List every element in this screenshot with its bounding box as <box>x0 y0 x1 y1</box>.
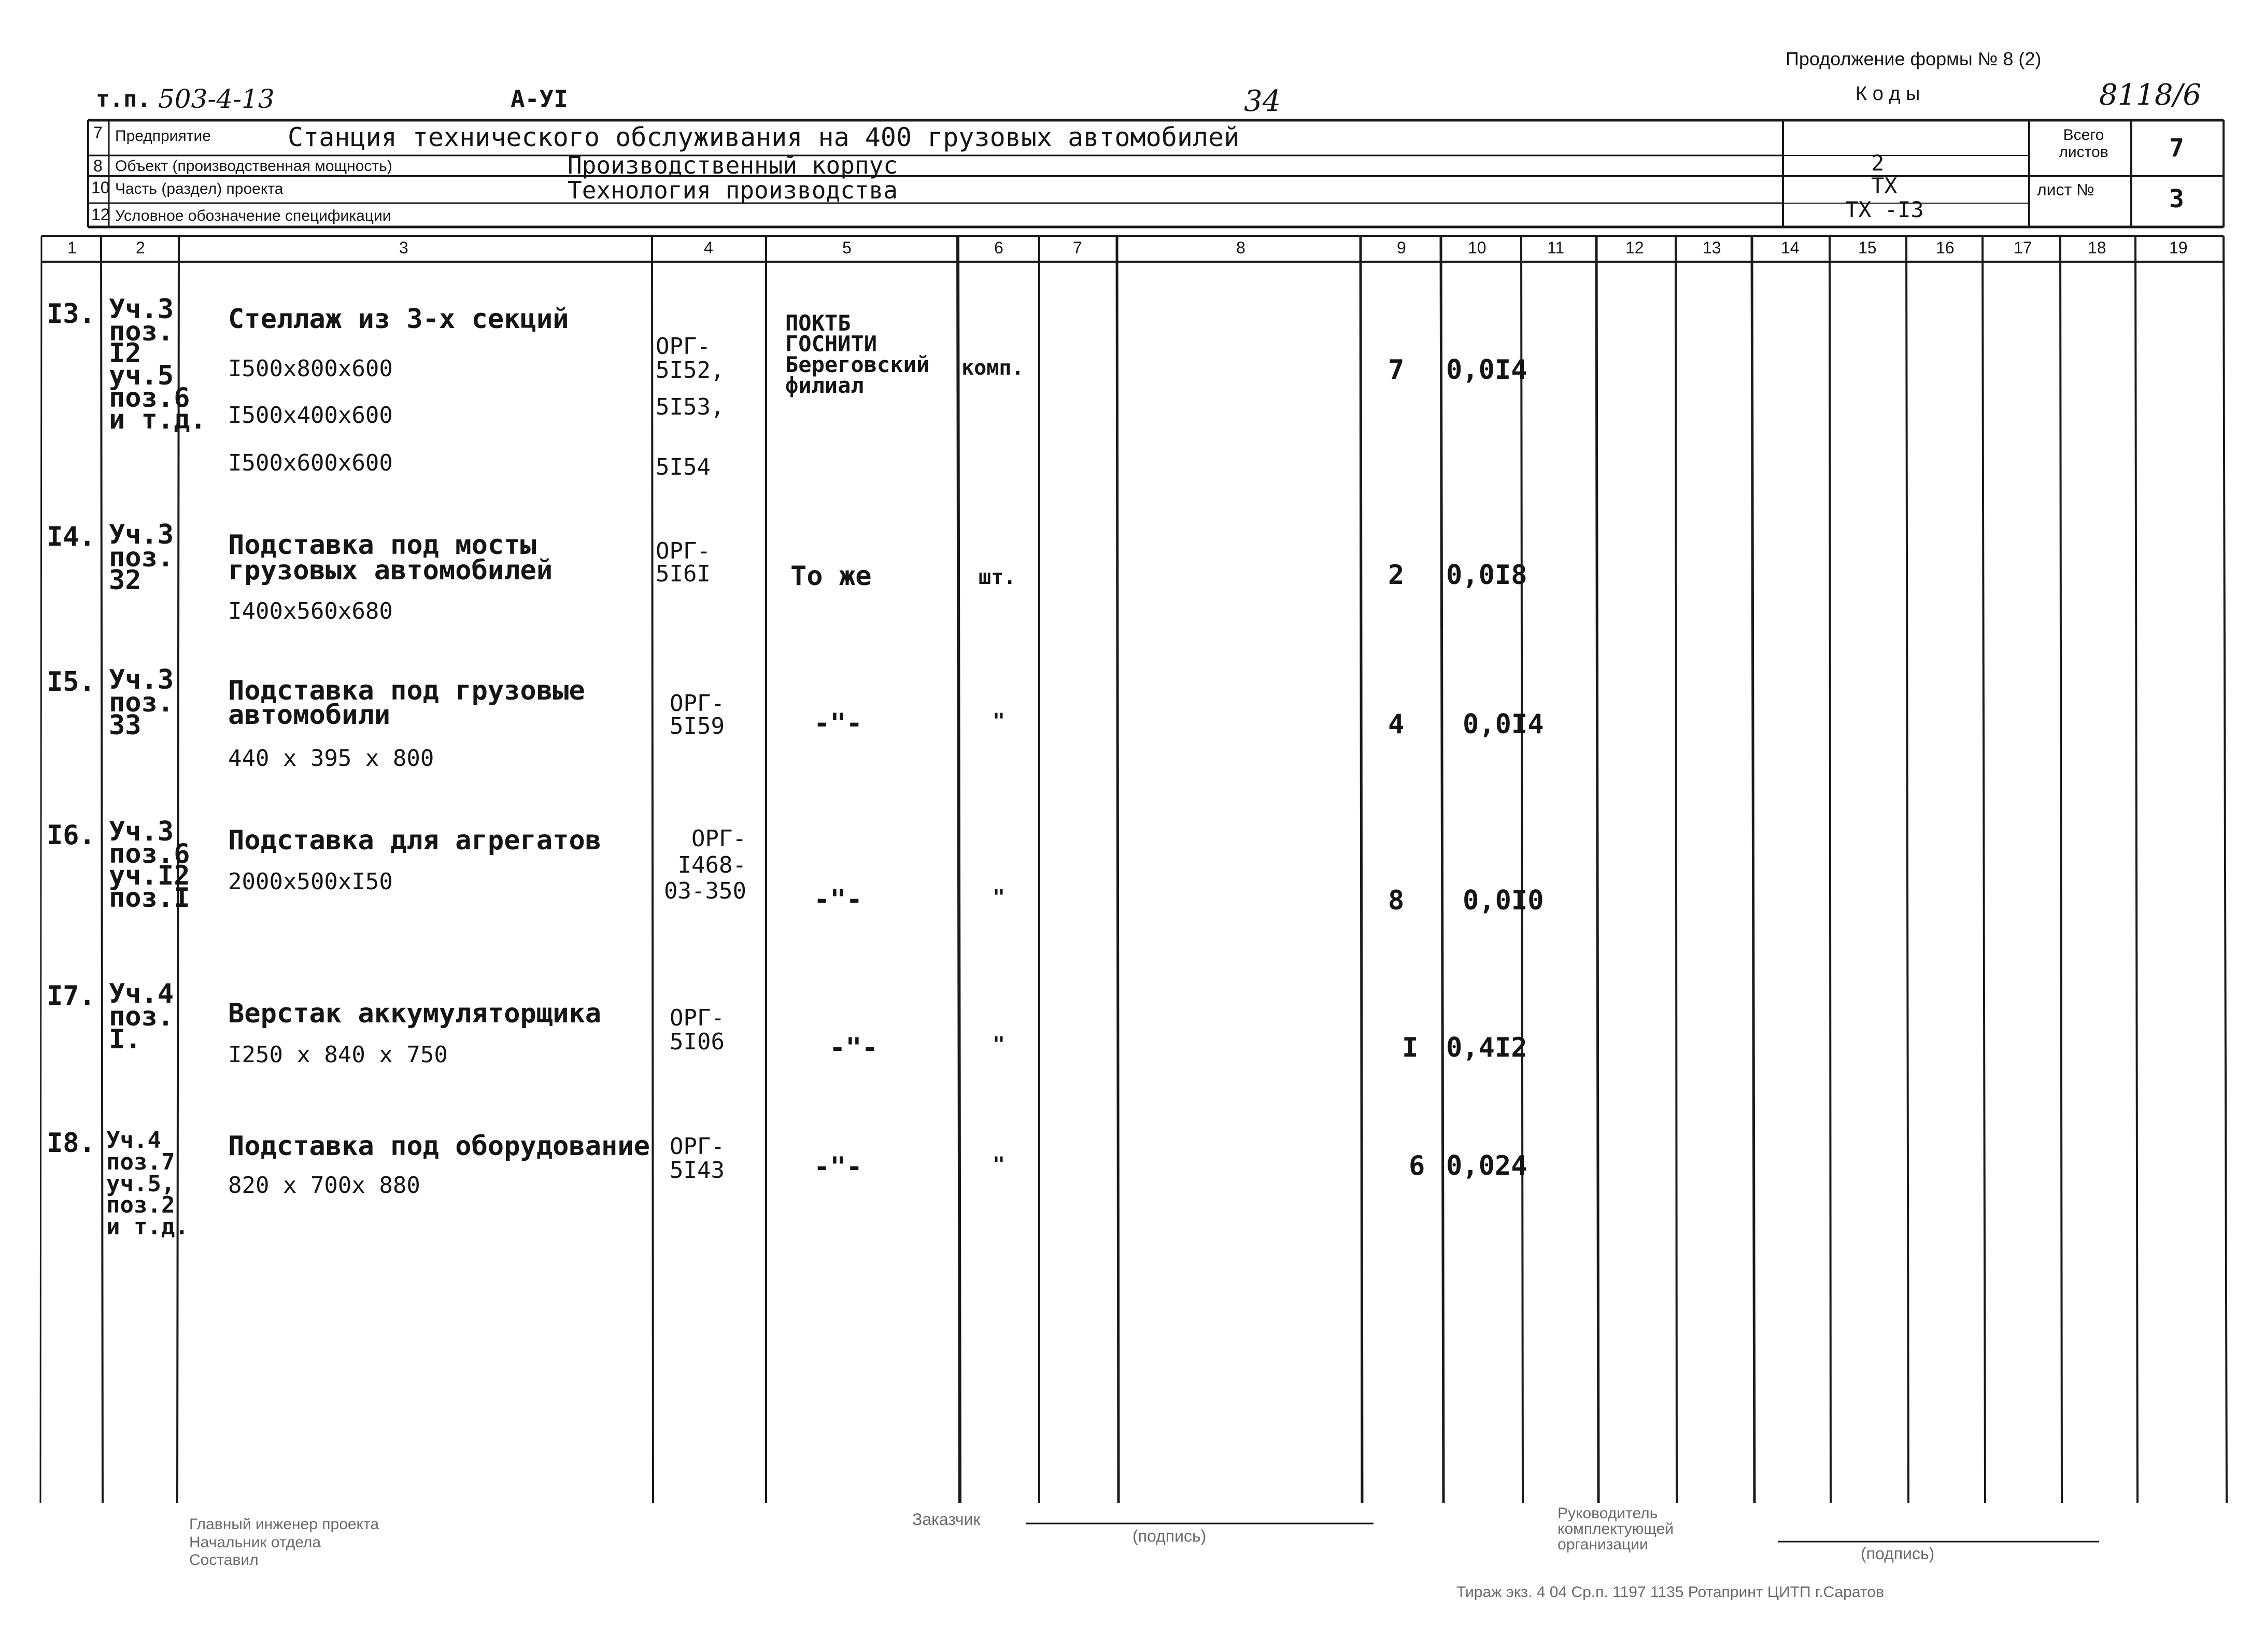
item-number: I6. <box>47 820 95 851</box>
item-quantity: 6 <box>1409 1150 1425 1181</box>
col-num: 3 <box>399 238 408 257</box>
col-num: 14 <box>1781 238 1800 257</box>
col-num: 19 <box>2169 238 2188 257</box>
part-value: Технология производства <box>568 176 898 204</box>
item-quantity: 8 <box>1388 885 1405 916</box>
item-supplier: ПОКТБ ГОСНИТИ Береговский филиал <box>785 310 930 398</box>
col-num: 8 <box>1236 238 1245 257</box>
item-mass: 0,0I4 <box>1446 354 1527 386</box>
item-code: 5I53, <box>656 394 725 420</box>
enterprise-value: Станция технического обслуживания на 400 грузовых автомобилей <box>288 122 1240 152</box>
header-row-label: Предприятие <box>115 127 211 145</box>
item-mass: 0,0I0 <box>1463 885 1544 916</box>
item-location: Уч.4 поз. I. <box>109 978 174 1056</box>
item-size: 820 x 700x 880 <box>228 1172 420 1199</box>
item-mass: 0,0I8 <box>1446 560 1527 591</box>
item-name: Подставка под оборудование <box>228 1131 650 1162</box>
item-quantity: 4 <box>1388 709 1405 740</box>
item-mass: 0,0I4 <box>1463 709 1544 740</box>
item-number: I5. <box>47 666 95 697</box>
item-location: Уч.4 поз.7 уч.5, поз.2 и т.д. <box>106 1127 189 1241</box>
item-code: ОРГ- 5I06 <box>670 1005 725 1056</box>
print-imprint: Тираж экз. 4 04 Ср.п. 1197 1135 Ротапринт ЦИТП г.Саратов <box>1456 1584 1884 1601</box>
customer-label: Заказчик <box>912 1510 981 1529</box>
header-row-num: 12 <box>91 205 110 224</box>
item-supplier: То же <box>790 561 872 592</box>
item-size: I250 x 840 x 750 <box>228 1042 448 1068</box>
col-num: 11 <box>1547 238 1565 257</box>
customer-signature: (подпись) <box>1133 1527 1207 1545</box>
item-name: Верстак аккумуляторщика <box>228 998 602 1029</box>
col-num: 9 <box>1397 238 1406 257</box>
header-row-num: 7 <box>93 123 103 142</box>
item-size: I500x400x600 <box>228 402 393 429</box>
item-quantity: 2 <box>1388 560 1405 591</box>
item-location: Уч.3 поз. 33 <box>109 664 174 742</box>
header-row-label: Часть (раздел) проекта <box>115 180 284 197</box>
item-size: I500x800x600 <box>228 355 393 382</box>
item-unit: шт. <box>979 565 1016 589</box>
item-name: Подставка под грузовые автомобили <box>228 675 585 731</box>
page-number: 34 <box>1244 84 1281 118</box>
item-unit: " <box>993 1153 1006 1177</box>
item-size: I400x560x680 <box>228 598 393 624</box>
head-signature: (подпись) <box>1861 1544 1935 1563</box>
total-sheets: 7 <box>2169 134 2184 163</box>
item-number: I3. <box>47 298 95 330</box>
part-code: ТХ <box>1871 173 1898 198</box>
header-row-num: 10 <box>91 178 110 197</box>
item-unit: " <box>993 1033 1006 1057</box>
object-code: 2 <box>1871 150 1885 176</box>
item-unit: комп. <box>961 356 1024 380</box>
item-code: ОРГ- I468- 03-350 <box>664 825 746 905</box>
header-row-num: 8 <box>93 156 103 175</box>
col-num: 15 <box>1858 238 1877 257</box>
item-name: Стеллаж из 3-х секций <box>228 304 569 335</box>
object-value: Производственный корпус <box>568 151 898 179</box>
item-code: ОРГ- 5I59 <box>670 690 725 739</box>
col-num: 17 <box>2014 238 2032 257</box>
item-unit: " <box>993 709 1006 733</box>
item-supplier: -"- <box>814 708 862 739</box>
item-code: ОРГ- 5I6I <box>656 538 711 587</box>
code-number: 8118/6 <box>2099 78 2202 112</box>
item-number: I4. <box>47 521 95 552</box>
head-label: Руководитель комплектующей организации <box>1558 1505 1674 1553</box>
item-code: ОРГ- 5I43 <box>670 1133 725 1184</box>
col-num: 2 <box>136 238 145 257</box>
col-num: 18 <box>2088 238 2106 257</box>
item-mass: 0,4I2 <box>1446 1032 1527 1063</box>
col-num: 16 <box>1936 238 1955 257</box>
item-size: 440 x 395 x 800 <box>228 745 434 772</box>
item-size: 2000x500xI50 <box>228 868 393 895</box>
item-code: 5I54 <box>656 454 711 480</box>
item-location: Уч.3 поз.6 уч.I2 поз.I <box>109 816 190 914</box>
item-size: I500x600x600 <box>228 450 393 476</box>
item-number: I7. <box>47 980 95 1012</box>
continuation-label: Продолжение формы № 8 (2) <box>1786 48 2042 69</box>
header-row-label: Условное обозначение спецификации <box>115 207 391 224</box>
sheet-label: лист № <box>2037 180 2094 199</box>
item-name: Подставка для агрегатов <box>228 825 602 856</box>
album-label: А-УI <box>511 85 568 113</box>
item-number: I8. <box>47 1128 95 1159</box>
signatures-block: Главный инженер проекта Начальник отдела Составил <box>189 1516 379 1569</box>
sheet-number: 3 <box>2169 184 2184 213</box>
item-quantity: I <box>1402 1032 1419 1063</box>
tp-label: т.п. <box>96 86 151 112</box>
item-location: Уч.3 поз. I2 уч.5 поз.6 и т.д. <box>109 294 206 436</box>
item-supplier: -"- <box>814 884 862 915</box>
spec-code: ТХ -I3 <box>1845 197 1924 222</box>
item-unit: " <box>993 886 1006 909</box>
col-num: 6 <box>994 238 1003 257</box>
item-code: ОРГ- 5I52, <box>656 333 725 384</box>
item-location: Уч.3 поз. 32 <box>109 519 174 596</box>
codes-label: К о д ы <box>1856 83 1920 105</box>
item-mass: 0,024 <box>1446 1150 1527 1181</box>
item-quantity: 7 <box>1388 354 1405 386</box>
col-num: 7 <box>1073 238 1082 257</box>
tp-number: 503-4-13 <box>158 84 275 114</box>
col-num: 5 <box>842 238 852 257</box>
header-row-label: Объект (производственная мощность) <box>115 158 392 175</box>
col-num: 10 <box>1468 238 1487 257</box>
item-supplier: -"- <box>829 1032 878 1063</box>
item-name: Подставка под мосты грузовых автомобилей <box>228 530 553 587</box>
col-num: 13 <box>1703 238 1721 257</box>
item-supplier: -"- <box>814 1151 862 1183</box>
total-sheets-label: Всего листов <box>2059 126 2108 161</box>
col-num: 1 <box>67 238 77 257</box>
col-num: 12 <box>1625 238 1644 257</box>
col-num: 4 <box>704 238 713 257</box>
